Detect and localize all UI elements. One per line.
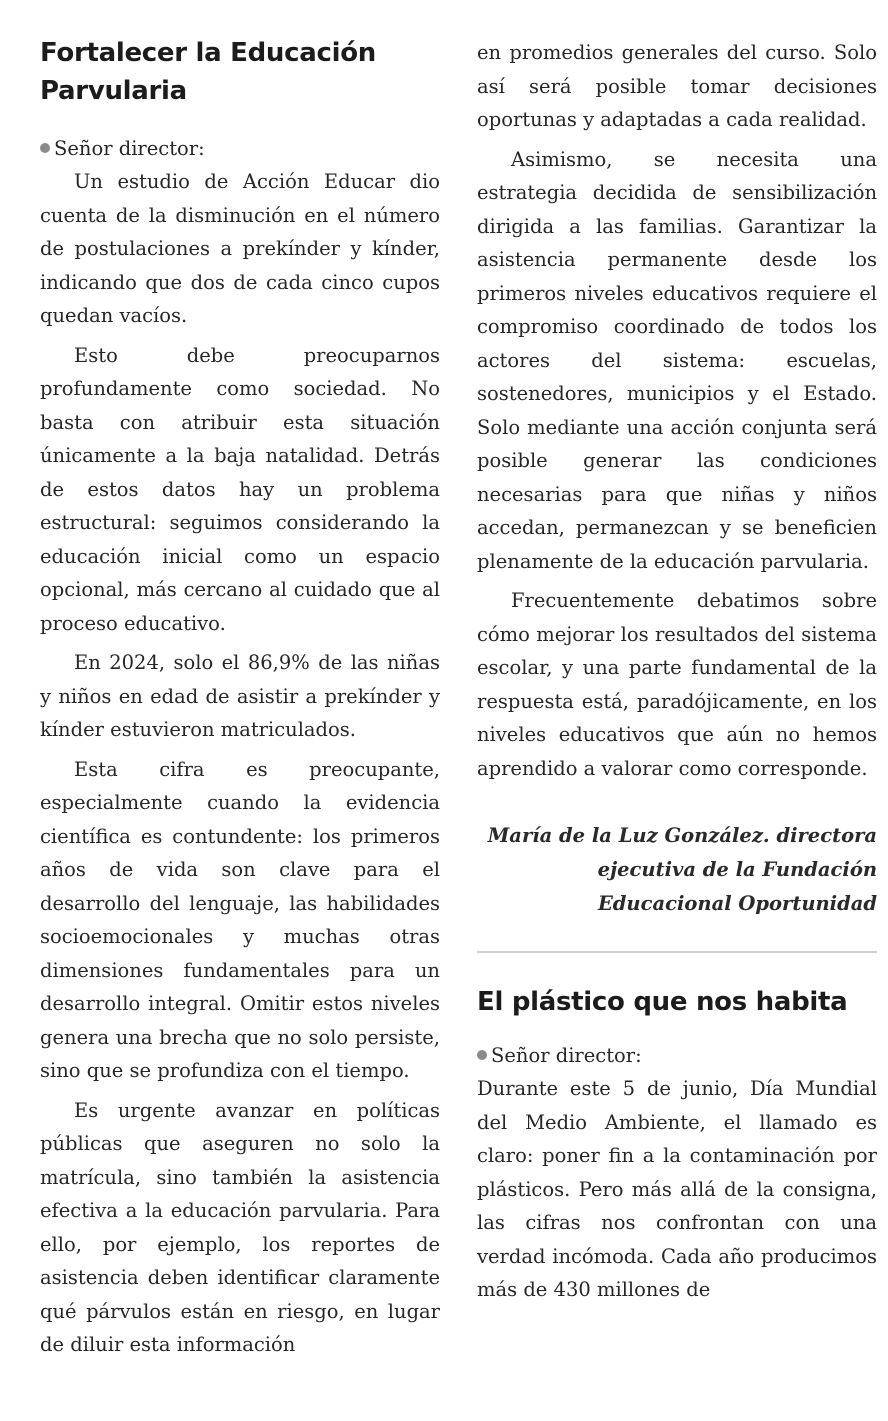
letter-paragraph: En 2024, solo el 86,9% de las niñas y niños en edad de asistir a prekínder y kínder estuvieron matriculados.	[40, 651, 440, 741]
letter-headline: Fortalecer la Educación Parvularia	[40, 38, 376, 106]
letter-paragraph: Esto debe preocuparnos profundamente como sociedad. No basta con atribuir esta situación únicamente a la baja natalidad. Detrás de estos datos hay un problema estructural: seguimos considerando la educación inicial como un espacio opcional, más cercano al cuidado que al proceso educativo.	[40, 343, 440, 635]
letter-paragraph: Asimismo, se necesita una estrategia decidida de sensibilización dirigida a las familias. Garantizar la asistencia permanente desde los primeros niveles educativos requiere el compromiso coordinado de todos los actores del sistema: escuelas, sostenedores, municipios y el Estado. Solo mediante una acción conjunta será posible generar las condiciones necesarias para que niñas y niños accedan, permanezcan y se beneficien plenamente de la educación parvularia.	[477, 147, 877, 573]
bullet-icon	[477, 1050, 487, 1060]
bullet-icon	[40, 143, 50, 153]
letter-paragraph: Esta cifra es preocupante, especialmente cuando la evidencia científica es contundente: los primeros años de vida son clave para el desarrollo del lenguaje, las habilidades socioemocionales y muchas otras dimensiones fundamentales para un desarrollo integral. Omitir estos niveles genera una brecha que no solo persiste, sino que se profundiza con el tiempo.	[40, 757, 440, 1082]
letter-signature: María de la Luz González. directora ejecutiva de la Fundación Educacional Oportunidad	[487, 824, 877, 915]
greeting-text: Señor director:	[54, 137, 205, 160]
left-column	[40, 0, 440, 1368]
letter-paragraph: Frecuentemente debatimos sobre cómo mejorar los resultados del sistema escolar, y una parte fundamental de la respuesta está, paradójicamente, en los niveles educativos que aún no hemos aprendido a valorar como corresponde.	[477, 589, 877, 780]
letter-greeting	[40, 132, 440, 165]
letter-paragraph: Un estudio de Acción Educar dio cuenta de la disminución en el número de postulaciones a prekínder y kínder, indicando que dos de cada cinco cupos quedan vacíos.	[40, 170, 440, 327]
greeting-text: Señor director:	[491, 1044, 642, 1067]
second-letter-headline: El plástico que nos habita	[477, 987, 848, 1017]
second-letter-body: Durante este 5 de junio, Día Mundial del Medio Ambiente, el llamado es claro: poner fin a la contaminación por plásticos. Pero más allá de la consigna, las cifras nos confrontan con una verdad incómoda. Cada año producimos más de 430 millones de	[477, 1077, 877, 1301]
right-column	[477, 0, 877, 1313]
letter-paragraph: Es urgente avanzar en políticas públicas que aseguren no solo la matrícula, sino también la asistencia efectiva a la educación parvularia. Para ello, por ejemplo, los reportes de asistencia deben identificar claramente qué párvulos están en riesgo, en lugar de diluir esta información	[40, 1098, 440, 1356]
second-letter-greeting	[477, 1039, 877, 1072]
letter-paragraph-continued: en promedios generales del curso. Solo así será posible tomar decisiones oportunas y adaptadas a cada realidad.	[477, 41, 877, 131]
